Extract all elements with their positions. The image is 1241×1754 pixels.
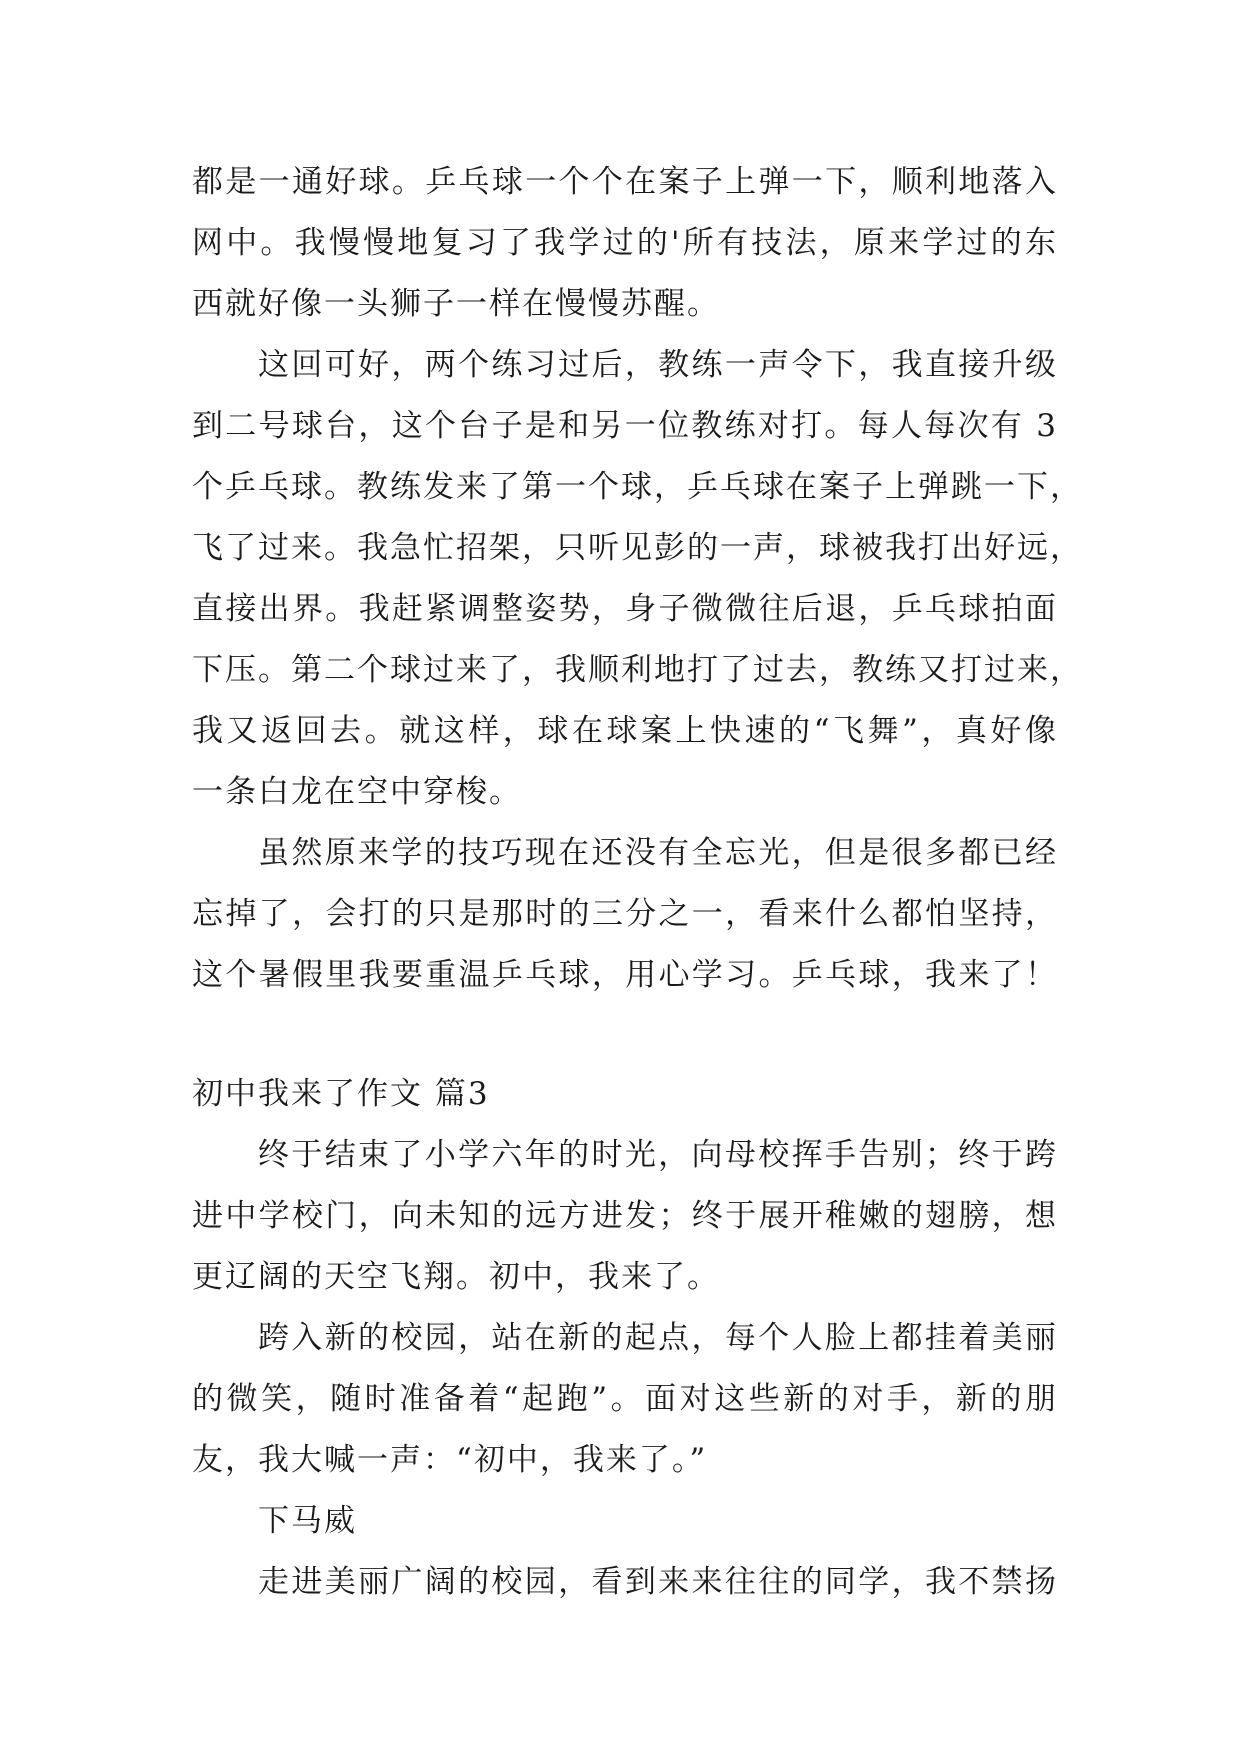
text-line: 的微笑，随时准备着“起跑”。面对这些新的对手，新的朋 bbox=[192, 1381, 1058, 1417]
section-spacer bbox=[192, 1006, 1058, 1064]
paragraph-new-campus bbox=[192, 1308, 1058, 1491]
text-line: 我又返回去。就这样，球在球案上快速的“飞舞”，真好像 bbox=[192, 713, 1058, 749]
paragraph-walking-in bbox=[192, 1552, 1058, 1613]
text-line: 西就好像一头狮子一样在慢慢苏醒。 bbox=[192, 286, 720, 322]
paragraph-continued bbox=[192, 152, 1058, 335]
text-line: 都是一通好球。乒乓球一个个在案子上弹一下，顺利地落入 bbox=[192, 164, 1058, 200]
text-line: 走进美丽广阔的校园，看到来来往往的同学，我不禁扬 bbox=[258, 1564, 1058, 1600]
text-line: 终于结束了小学六年的时光，向母校挥手告别；终于跨 bbox=[258, 1137, 1058, 1173]
text-line: 直接出界。我赶紧调整姿势，身子微微往后退，乒乓球拍面 bbox=[192, 591, 1058, 627]
text-line: 飞了过来。我急忙招架，只听见彭的一声，球被我打出好远， bbox=[192, 530, 1083, 566]
paragraph-match-practice bbox=[192, 335, 1083, 823]
text-line: 个乒乓球。教练发来了第一个球，乒乓球在案子上弹跳一下， bbox=[192, 469, 1083, 505]
text-line: 下压。第二个球过来了，我顺利地打了过去，教练又打过来， bbox=[192, 652, 1083, 688]
paragraph-intro bbox=[192, 1125, 1058, 1308]
text-line: 忘掉了，会打的只是那时的三分之一，看来什么都怕坚持， bbox=[192, 896, 1058, 932]
document-body bbox=[192, 152, 1083, 1613]
text-line: 网中。我慢慢地复习了我学过的'所有技法，原来学过的东 bbox=[192, 225, 1058, 261]
text-line: 跨入新的校园，站在新的起点，每个人脸上都挂着美丽 bbox=[258, 1320, 1058, 1356]
text-line: 到二号球台，这个台子是和另一位教练对打。每人每次有 3 bbox=[192, 408, 1058, 444]
text-line: 这回可好，两个练习过后，教练一声令下，我直接升级 bbox=[258, 347, 1058, 383]
text-line: 这个暑假里我要重温乒乓球，用心学习。乒乓球，我来了！ bbox=[192, 957, 1058, 993]
subheading: 下马威 bbox=[258, 1503, 357, 1539]
paragraph-conclusion bbox=[192, 823, 1058, 1006]
text-line: 友，我大喊一声：“初中，我来了。” bbox=[192, 1442, 708, 1478]
text-line: 进中学校门，向未知的远方进发；终于展开稚嫩的翅膀，想 bbox=[192, 1198, 1058, 1234]
text-line: 一条白龙在空中穿梭。 bbox=[192, 774, 522, 810]
text-line: 更辽阔的天空飞翔。初中，我来了。 bbox=[192, 1259, 720, 1295]
section-title: 初中我来了作文 篇3 bbox=[192, 1076, 490, 1112]
text-line: 虽然原来学的技巧现在还没有全忘光，但是很多都已经 bbox=[258, 835, 1058, 871]
